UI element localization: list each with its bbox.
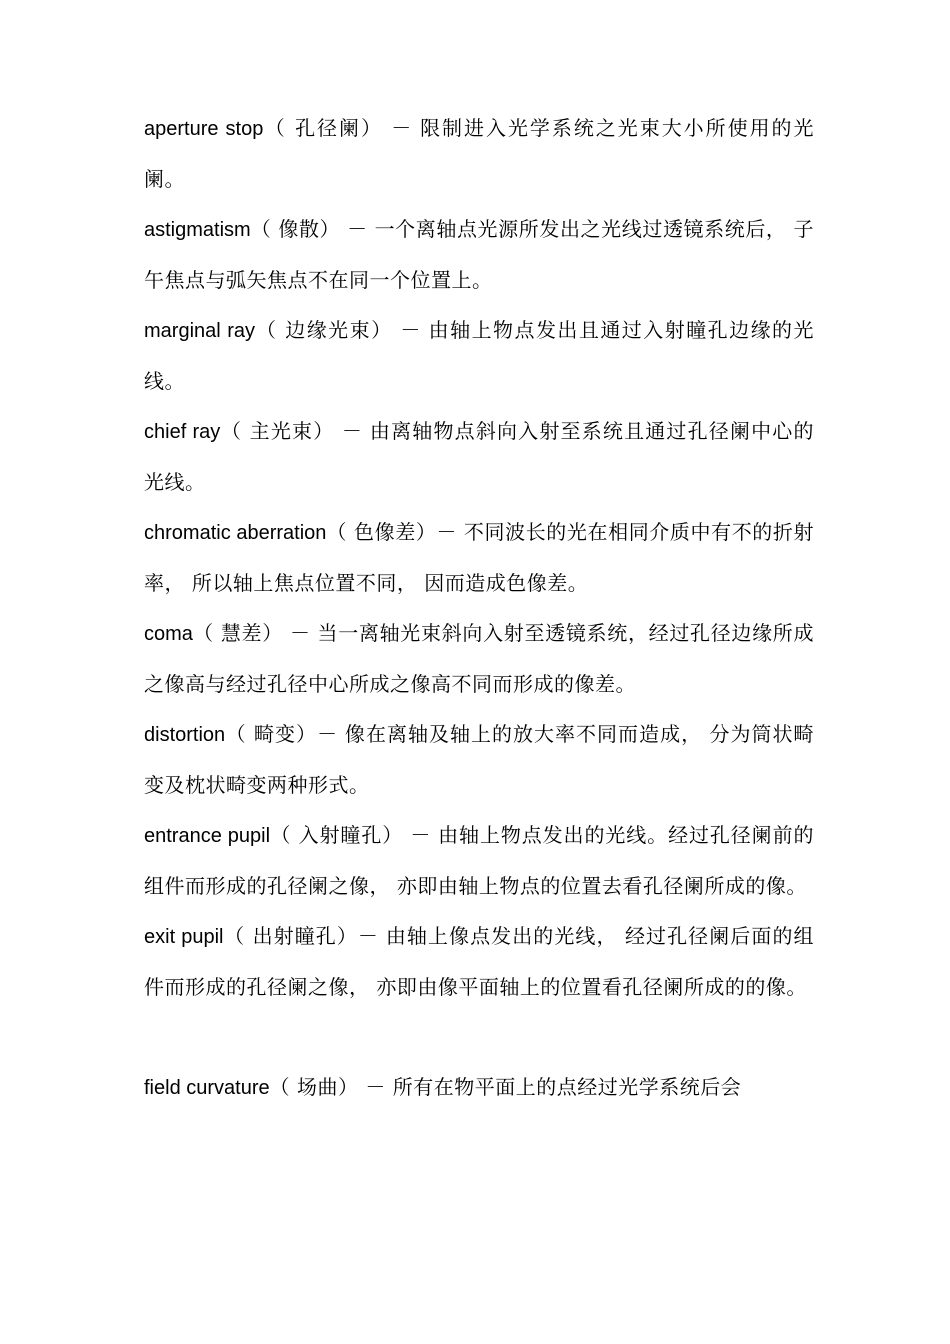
definition-entrance-pupil: （ 入射瞳孔） － 由轴上物点发出的光线。经过孔径阑前的组件而形成的孔径阑之像， 亦即由轴上物点的位置去看孔径阑所成的像。 — [144, 823, 814, 898]
definition-astigmatism: （ 像散） － 一个离轴点光源所发出之光线过透镜系统后， 子午焦点与弧矢焦点不在同一个位置上。 — [144, 217, 814, 292]
document-page — [144, 103, 814, 1113]
term-chromatic-aberration: chromatic aberration — [144, 522, 327, 544]
glossary-entry-entrance-pupil — [144, 810, 814, 911]
term-chief-ray: chief ray — [144, 421, 221, 443]
definition-field-curvature: （ 场曲） － 所有在物平面上的点经过光学系统后会 — [269, 1075, 742, 1099]
definition-distortion: （ 畸变）－ 像在离轴及轴上的放大率不同而造成， 分为筒状畸变及枕状畸变两种形式。 — [144, 722, 814, 797]
glossary-entry-chromatic-aberration — [144, 507, 814, 608]
paragraph-spacer — [144, 1012, 814, 1062]
definition-coma: （ 慧差） － 当一离轴光束斜向入射至透镜系统，经过孔径边缘所成之像高与经过孔径中心所成之像高不同而形成的像差。 — [144, 621, 814, 696]
glossary-entry-exit-pupil — [144, 911, 814, 1012]
term-astigmatism: astigmatism — [144, 219, 251, 241]
definition-aperture-stop: （ 孔径阑） － 限制进入光学系统之光束大小所使用的光阑。 — [144, 116, 814, 191]
term-aperture-stop: aperture stop — [144, 118, 264, 140]
glossary-entry-coma — [144, 608, 814, 709]
glossary-entry-field-curvature — [144, 1062, 814, 1113]
definition-marginal-ray: （ 边缘光束） － 由轴上物点发出且通过入射瞳孔边缘的光线。 — [144, 318, 814, 393]
term-marginal-ray: marginal ray — [144, 320, 255, 342]
term-field-curvature: field curvature — [144, 1077, 270, 1099]
definition-exit-pupil: （ 出射瞳孔）－ 由轴上像点发出的光线， 经过孔径阑后面的组件而形成的孔径阑之像， 亦即由像平面轴上的位置看孔径阑所成的的像。 — [144, 924, 815, 999]
definition-chromatic-aberration: （ 色像差）－ 不同波长的光在相同介质中有不的折射率， 所以轴上焦点位置不同， 因而造成色像差。 — [144, 520, 814, 595]
term-exit-pupil: exit pupil — [144, 926, 224, 948]
glossary-entry-astigmatism — [144, 204, 814, 305]
definition-chief-ray: （ 主光束） － 由离轴物点斜向入射至系统且通过孔径阑中心的光线。 — [144, 419, 814, 494]
glossary-entry-aperture-stop — [144, 103, 814, 204]
term-entrance-pupil: entrance pupil — [144, 825, 271, 847]
term-coma: coma — [144, 623, 193, 645]
glossary-entry-marginal-ray — [144, 305, 814, 406]
glossary-entry-distortion — [144, 709, 814, 810]
glossary-entry-chief-ray — [144, 406, 814, 507]
term-distortion: distortion — [144, 724, 226, 746]
